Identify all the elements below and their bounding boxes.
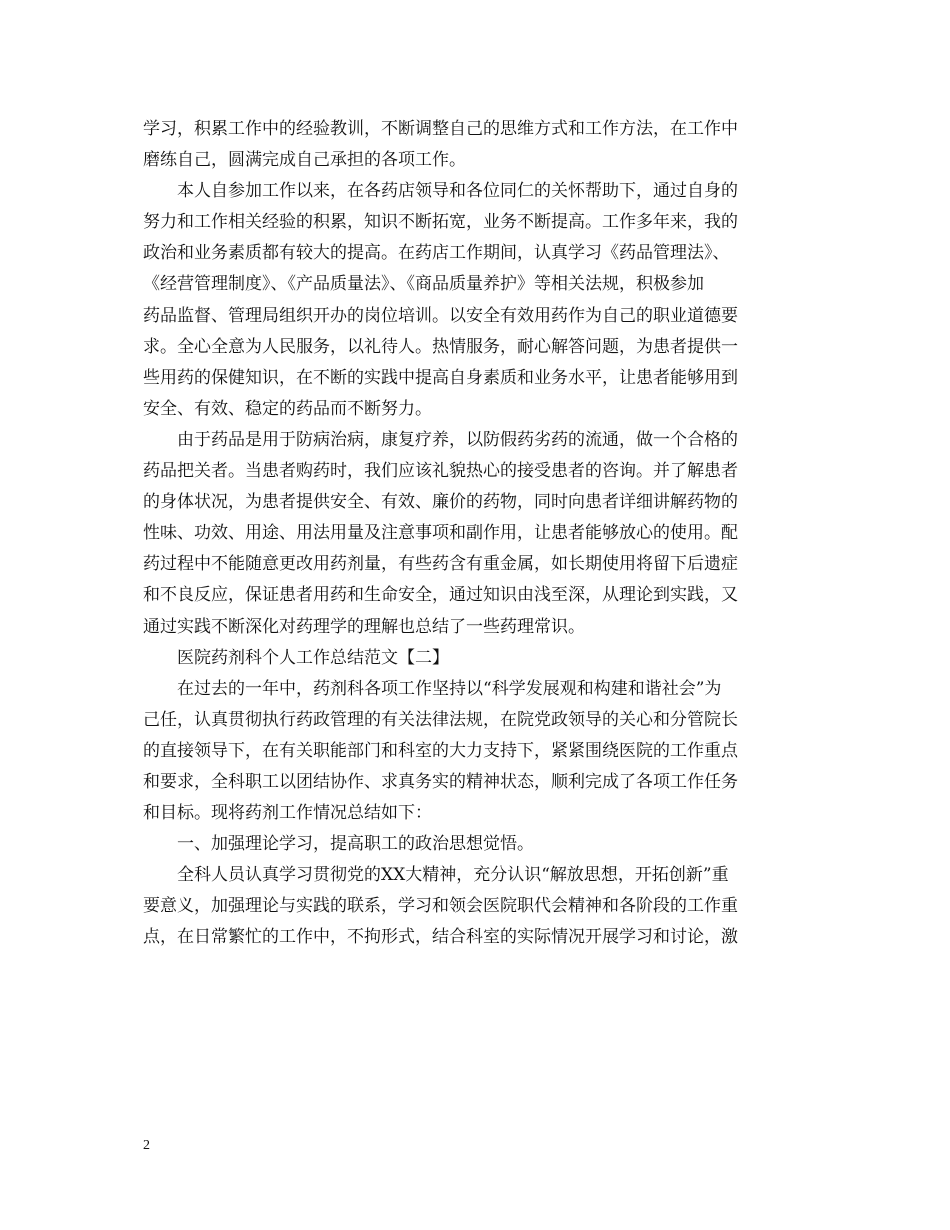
body-line: 的直接领导下，在有关职能部门和科室的大力支持下，紧紧围绕医院的工作重点 — [143, 740, 738, 761]
body-line: 些用药的保健知识，在不断的实践中提高自身素质和业务水平，让患者能够用到 — [143, 367, 738, 388]
body-line: 药过程中不能随意更改用药剂量，有些药含有重金属，如长期使用将留下后遗症 — [143, 554, 738, 575]
body-line: 点，在日常繁忙的工作中，不拘形式，结合科室的实际情况开展学习和讨论，激 — [143, 927, 738, 948]
body-line: 和目标。现将药剂工作情况总结如下： — [143, 803, 432, 824]
body-line: 通过实践不断深化对药理学的理解也总结了一些药理常识。 — [143, 616, 585, 637]
body-line: 磨练自己，圆满完成自己承担的各项工作。 — [143, 150, 466, 171]
section-heading: 医院药剂科个人工作总结范文【二】 — [177, 647, 449, 668]
body-line: 和要求，全科职工以团结协作、求真务实的精神状态，顺利完成了各项工作任务 — [143, 771, 738, 792]
body-line: 性味、功效、用途、用法用量及注意事项和副作用，让患者能够放心的使用。配 — [143, 523, 738, 544]
body-line: 求。全心全意为人民服务，以礼待人。热情服务，耐心解答问题，为患者提供一 — [143, 336, 738, 357]
body-line: 己任，认真贯彻执行药政管理的有关法律法规，在院党政领导的关心和分管院长 — [143, 709, 738, 730]
body-line: 《经营管理制度》、《产品质量法》、《商品质量养护》等相关法规，积极参加 — [143, 274, 704, 295]
body-line: 安全、有效、稳定的药品而不断努力。 — [143, 398, 432, 419]
body-line: 和不良反应，保证患者用药和生命安全，通过知识由浅至深，从理论到实践，又 — [143, 585, 738, 606]
body-line: 政治和业务素质都有较大的提高。在药店工作期间，认真学习《药品管理法》、 — [143, 243, 730, 264]
body-line: 要意义，加强理论与实践的联系，学习和领会医院职代会精神和各阶段的工作重 — [143, 896, 738, 917]
document-body — [143, 114, 809, 954]
paragraph-start-line: 在过去的一年中，药剂科各项工作坚持以“科学发展观和构建和谐社会”为 — [177, 678, 722, 699]
paragraph-start-line: 全科人员认真学习贯彻党的XX大精神，充分认识“解放思想，开拓创新”重 — [177, 865, 729, 886]
body-line: 药品把关者。当患者购药时，我们应该礼貌热心的接受患者的咨询。并了解患者 — [143, 461, 738, 482]
subsection-heading: 一、加强理论学习，提高职工的政治思想觉悟。 — [177, 834, 534, 855]
body-line: 努力和工作相关经验的积累，知识不断拓宽，业务不断提高。工作多年来，我的 — [143, 212, 738, 233]
body-line: 药品监督、管理局组织开办的岗位培训。以安全有效用药作为自己的职业道德要 — [143, 305, 738, 326]
paragraph-start-line: 由于药品是用于防病治病，康复疗养，以防假药劣药的流通，做一个合格的 — [177, 429, 738, 450]
page-number: 2 — [143, 1138, 150, 1153]
paragraph-start-line: 本人自参加工作以来，在各药店领导和各位同仁的关怀帮助下，通过自身的 — [177, 181, 738, 202]
body-line: 学习，积累工作中的经验教训，不断调整自己的思维方式和工作方法，在工作中 — [143, 119, 738, 139]
body-line: 的身体状况，为患者提供安全、有效、廉价的药物，同时向患者详细讲解药物的 — [143, 492, 738, 513]
